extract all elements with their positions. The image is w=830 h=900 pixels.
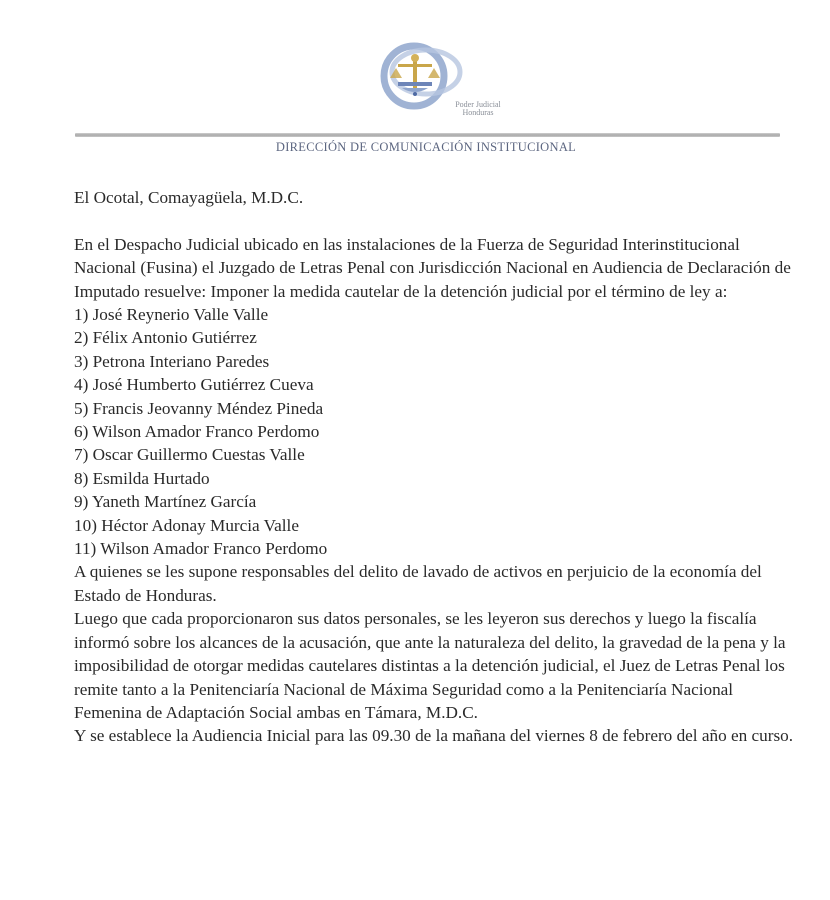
list-item: 4) José Humberto Gutiérrez Cueva: [74, 375, 314, 395]
dateline-place: El Ocotal, Comayagüela, M.D.C.: [74, 188, 304, 207]
accused-list: [74, 303, 794, 560]
charge-paragraph: A quienes se les supone responsables del delito de lavado de activos en perjuicio de la economía del Estado de Honduras.: [74, 562, 762, 605]
list-item: 10) Héctor Adonay Murcia Valle: [74, 515, 299, 535]
hearing-paragraph: Y se establece la Audiencia Inicial para las 09.30 de la mañana del viernes 8 de febrero del año en curso.: [74, 726, 794, 746]
list-item: 6) Wilson Amador Franco Perdomo: [74, 422, 320, 442]
ruling-paragraph: Luego que cada proporcionaron sus datos personales, se les leyeron sus derechos y luego la fiscalía informó sobre los alcances de la acusación, que ante la naturaleza del delito, la gravedad de la pena y la imposibilidad de otorgar medidas cautelares distintas a la detención judicial, el Juez de Letras Penal los remite tanto a la Penitenciaría Nacional de Máxima Seguridad como a la Penitenciaría Nacional Femenina de Adaptación Social ambas en Támara, M.D.C.: [74, 609, 786, 722]
press-release-body: [74, 186, 794, 748]
list-item: 3) Petrona Interiano Paredes: [74, 351, 270, 371]
letterhead: [0, 0, 830, 170]
list-item: 1) José Reynerio Valle Valle: [74, 305, 269, 325]
list-item: 9) Yaneth Martínez García: [74, 492, 257, 512]
header-divider: [75, 133, 780, 137]
list-item: 11) Wilson Amador Franco Perdomo: [74, 539, 328, 559]
list-item: 7) Oscar Guillermo Cuestas Valle: [74, 445, 305, 465]
list-item: 5) Francis Jeovanny Méndez Pineda: [74, 398, 324, 418]
logo-caption-line1: Poder Judicial: [455, 100, 501, 109]
list-item: 8) Esmilda Hurtado: [74, 468, 210, 488]
logo-caption-line2: Honduras: [462, 108, 494, 117]
list-item: 2) Félix Antonio Gutiérrez: [74, 328, 257, 348]
logo-caption: [448, 101, 508, 117]
department-title: DIRECCIÓN DE COMUNICACIÓN INSTITUCIONAL: [275, 140, 577, 154]
intro-paragraph: En el Despacho Judicial ubicado en las instalaciones de la Fuerza de Seguridad Interinstitucional Nacional (Fusina) el Juzgado de Letras Penal con Jurisdicción Nacional en Audiencia de Declaración de Imputado resuelve: Imponer la medida cautelar de la detención judicial por el término de ley a:: [74, 234, 791, 301]
